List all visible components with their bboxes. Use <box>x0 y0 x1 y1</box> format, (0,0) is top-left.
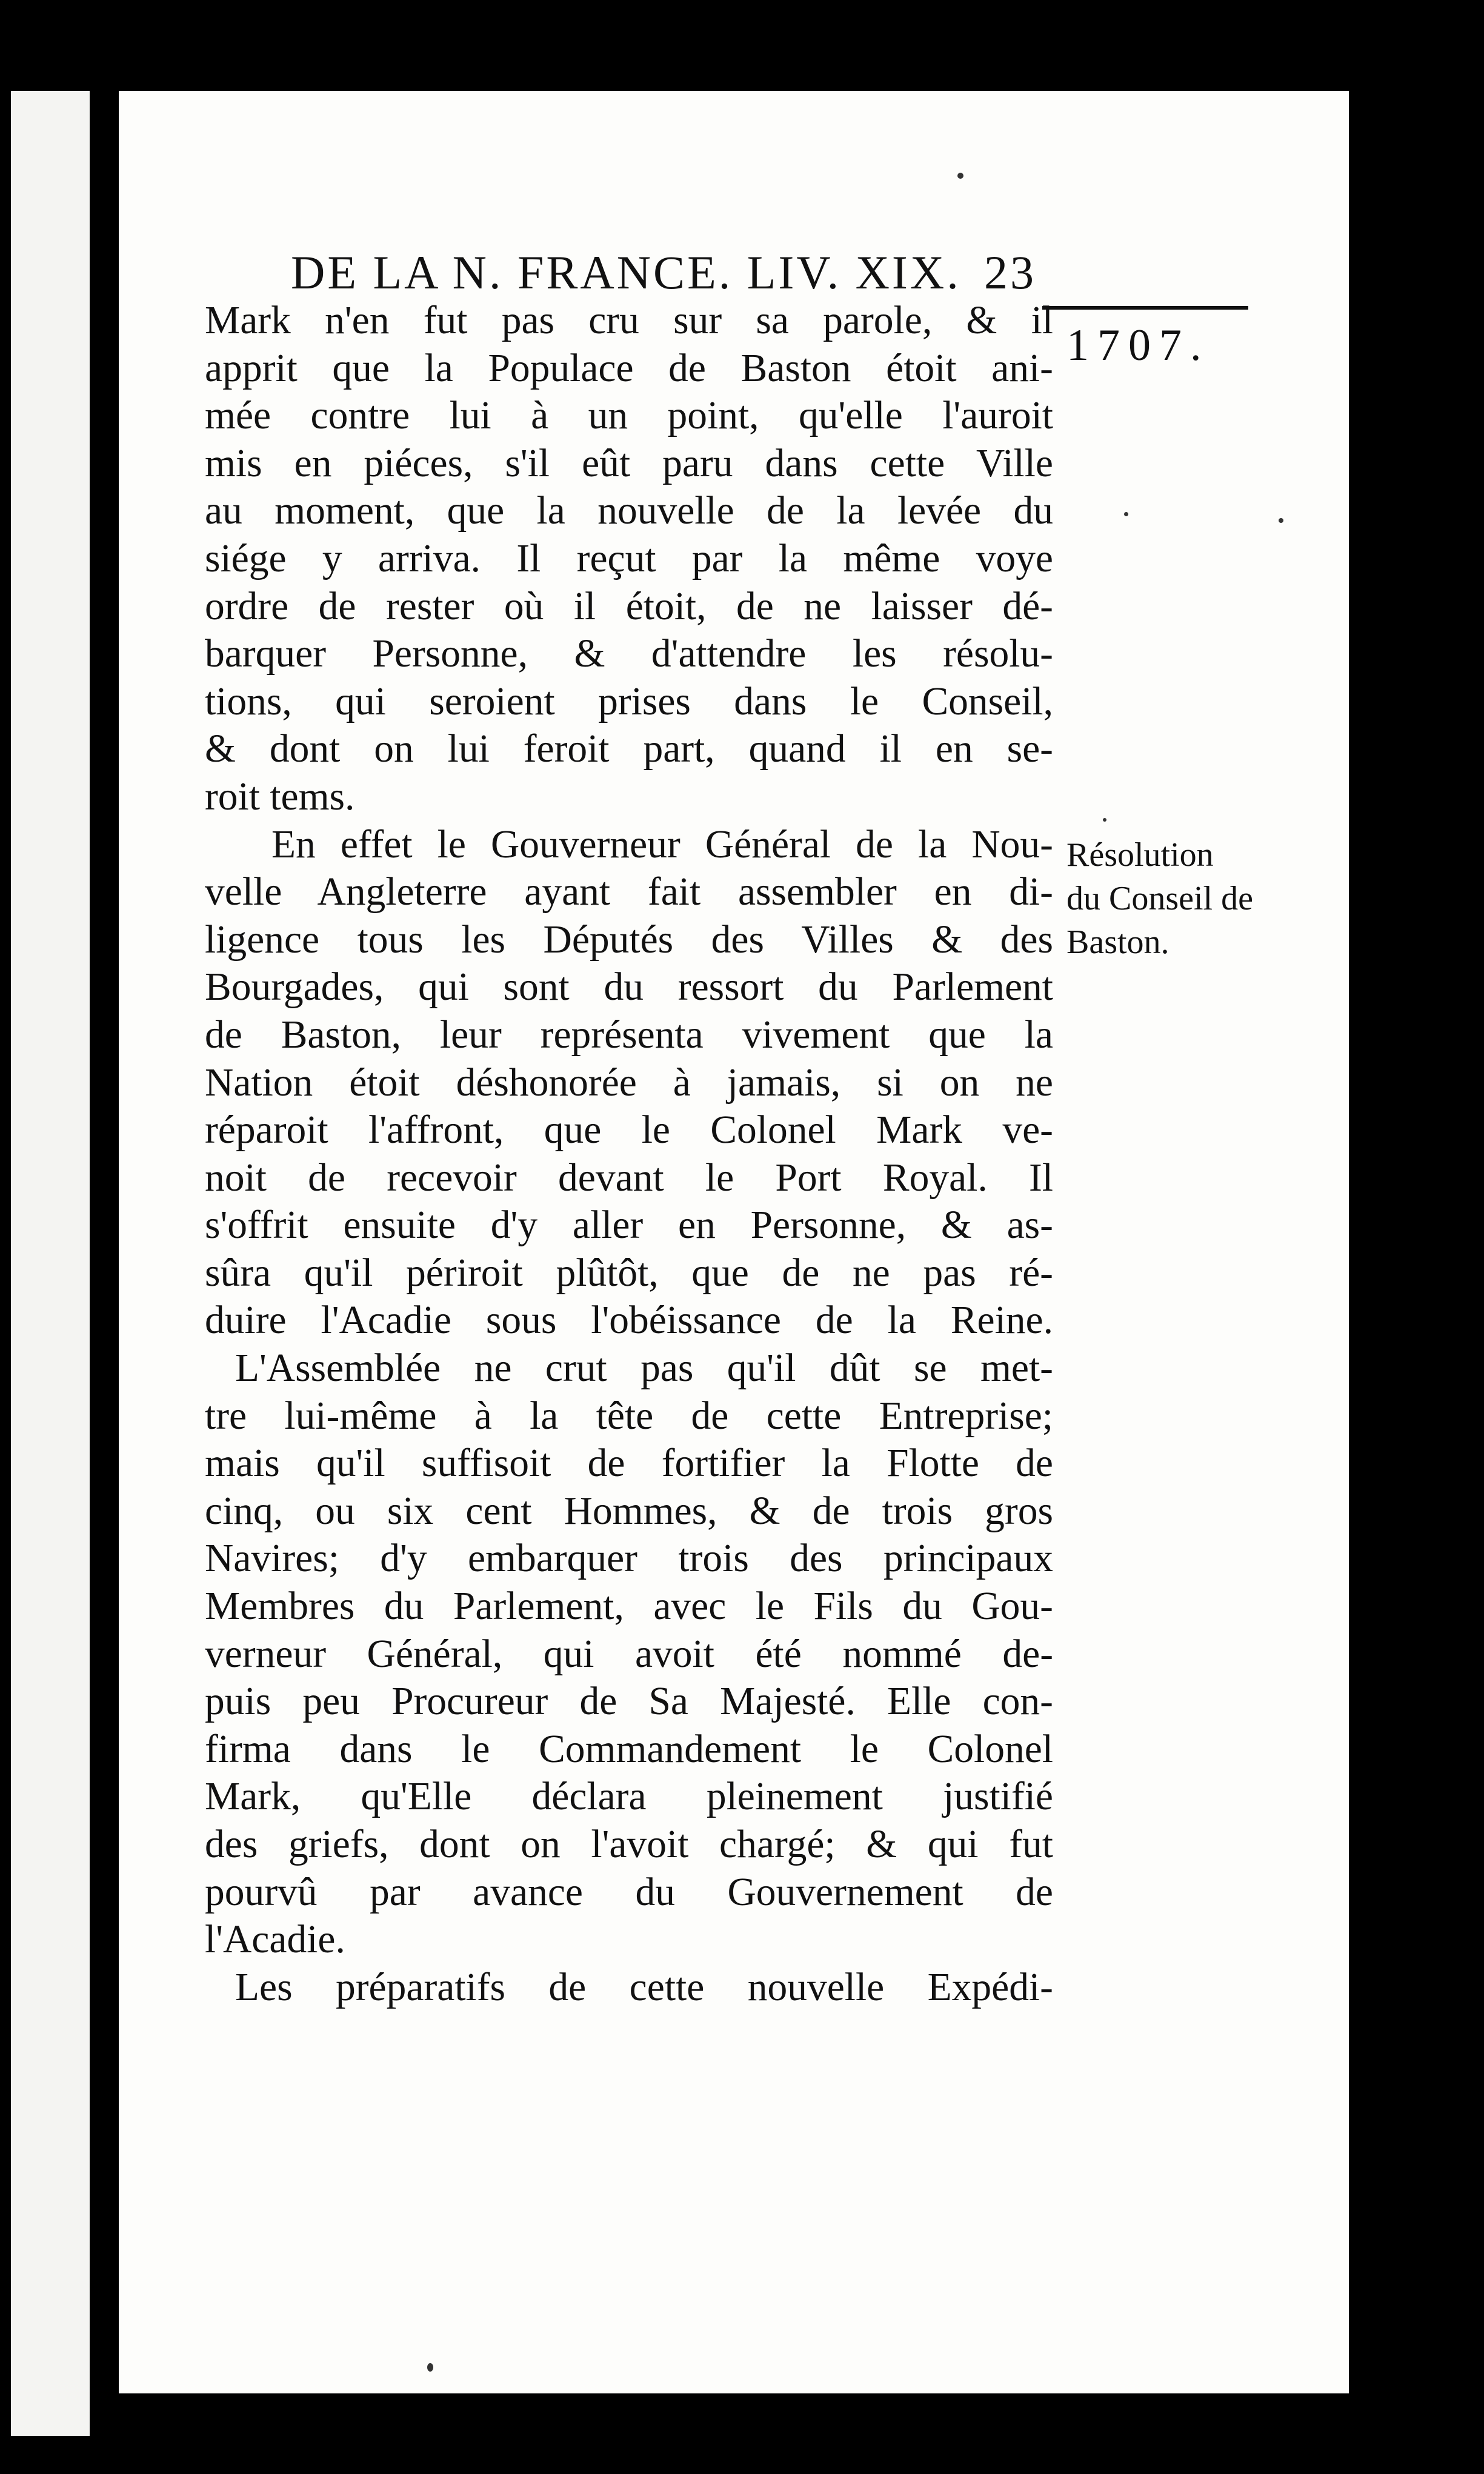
text-line: de Baston, leur représenta vivement que la <box>205 1013 1053 1057</box>
text-line: Membres du Parlement, avec le Fils du Gou- <box>205 1584 1053 1629</box>
text-line: Mark n'en fut pas cru sur sa parole, & il <box>205 299 1053 342</box>
facing-page-edge <box>11 91 90 2436</box>
text-line: tions, qui seroient prises dans le Conseil, <box>205 679 1053 723</box>
margin-note-line: du Conseil de <box>1066 880 1253 917</box>
margin-note-line: Résolution <box>1066 836 1214 874</box>
text-line: firma dans le Commandement le Colonel <box>205 1727 1053 1771</box>
text-line: Bourgades, qui sont du ressort du Parlement <box>205 965 1053 1009</box>
text-line: roit tems. <box>205 774 355 819</box>
scan-speck <box>1124 512 1128 516</box>
scan-speck <box>957 173 963 179</box>
scan-speck <box>1279 518 1283 523</box>
margin-note <box>1066 833 1297 964</box>
text-line: mis en piéces, s'il eût paru dans cette Ville <box>205 441 1053 485</box>
text-line: En effet le Gouverneur Général de la Nou- <box>271 822 1053 866</box>
text-line: Les préparatifs de cette nouvelle Expédi- <box>235 1965 1053 2009</box>
text-line: sûra qu'il périroit plûtôt, que de ne pas ré- <box>205 1251 1053 1295</box>
scan-speck <box>1103 818 1106 822</box>
text-line: barquer Personne, & d'attendre les résolu- <box>205 632 1053 676</box>
text-line: réparoit l'affront, que le Colonel Mark ve- <box>205 1108 1053 1152</box>
text-line: mais qu'il suffisoit de fortifier la Flotte de <box>205 1442 1053 1486</box>
text-line: Mark, qu'Elle déclara pleinement justifié <box>205 1775 1053 1819</box>
text-line: puis peu Procureur de Sa Majesté. Elle con- <box>205 1680 1053 1724</box>
scan-speck <box>427 2363 433 2372</box>
text-line: velle Angleterre ayant fait assembler en di- <box>205 870 1053 914</box>
text-line: cinq, ou six cent Hommes, & de trois gros <box>205 1489 1053 1533</box>
text-line: Navires; d'y embarquer trois des principaux <box>205 1537 1053 1581</box>
text-line: L'Assemblée ne crut pas qu'il dût se met- <box>235 1346 1053 1391</box>
text-line: l'Acadie. <box>205 1918 345 1962</box>
text-line: verneur Général, qui avoit été nommé de- <box>205 1632 1053 1676</box>
sidenote-year: 1707. <box>1066 321 1210 370</box>
text-line: s'offrit ensuite d'y aller en Personne, & as- <box>205 1203 1053 1248</box>
header-rule <box>1042 306 1248 310</box>
text-line: siége y arriva. Il reçut par la même voye <box>205 536 1053 580</box>
text-line: Nation étoit déshonorée à jamais, si on ne <box>205 1060 1053 1105</box>
text-line: des griefs, dont on l'avoit chargé; & qui fut <box>205 1823 1053 1866</box>
text-line: noit de recevoir devant le Port Royal. Il <box>205 1156 1053 1200</box>
text-line: mée contre lui à un point, qu'elle l'auroit <box>205 394 1053 438</box>
running-head <box>291 245 1036 300</box>
text-line: pourvû par avance du Gouvernement de <box>205 1870 1053 1914</box>
page-number: 23 <box>984 246 1036 299</box>
text-line: apprit que la Populace de Baston étoit ani- <box>205 346 1053 390</box>
margin-note-line: Baston. <box>1066 923 1170 961</box>
text-line: ordre de rester où il étoit, de ne laisser dé- <box>205 584 1053 628</box>
text-line: tre lui-même à la tête de cette Entreprise; <box>205 1394 1053 1438</box>
body-text <box>205 297 1053 2011</box>
text-line: au moment, que la nouvelle de la levée du <box>205 489 1053 533</box>
text-line: & dont on lui feroit part, quand il en se- <box>205 727 1053 771</box>
running-title: DE LA N. FRANCE. LIV. XIX. <box>291 246 961 299</box>
text-line: duire l'Acadie sous l'obéissance de la Reine. <box>205 1299 1053 1343</box>
text-line: ligence tous les Députés des Villes & des <box>205 917 1053 962</box>
